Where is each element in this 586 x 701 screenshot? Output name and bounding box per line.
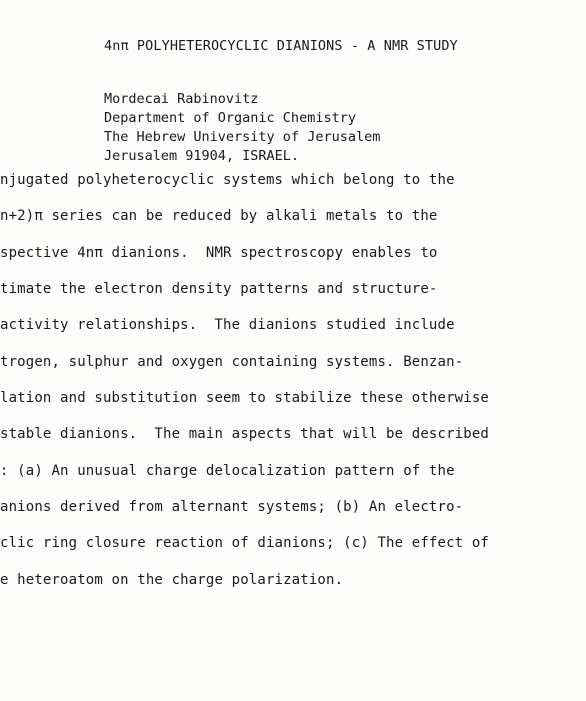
abstract-line: njugated polyheterocyclic systems which belong to the [0,172,455,188]
abstract-line: n+2)π series can be reduced by alkali metals to the [0,208,438,224]
abstract-line: clic ring closure reaction of dianions; (c) The effect of [0,535,489,551]
author-name: Mordecai Rabinovitz [104,91,259,107]
abstract-line: activity relationships. The dianions studied include [0,317,455,333]
abstract-line: anions derived from alternant systems; (b) An electro- [0,499,464,515]
author-block [104,90,380,166]
abstract-line: trogen, sulphur and oxygen containing systems. Benzan- [0,354,464,370]
document-title: 4nπ POLYHETEROCYCLIC DIANIONS - A NMR STUDY [104,38,458,54]
abstract-line: e heteroatom on the charge polarization. [0,572,344,588]
abstract-line: : (a) An unusual charge delocalization pattern of the [0,463,455,479]
author-department: Department of Organic Chemistry [104,110,356,126]
abstract-line: lation and substitution seem to stabilize these otherwise [0,390,489,406]
abstract-line: stable dianions. The main aspects that will be described [0,426,489,442]
abstract-line: timate the electron density patterns and structure- [0,281,438,297]
author-address: Jerusalem 91904, ISRAEL. [104,148,300,164]
author-university: The Hebrew University of Jerusalem [104,129,381,145]
abstract-line: spective 4nπ dianions. NMR spectroscopy enables to [0,245,438,261]
